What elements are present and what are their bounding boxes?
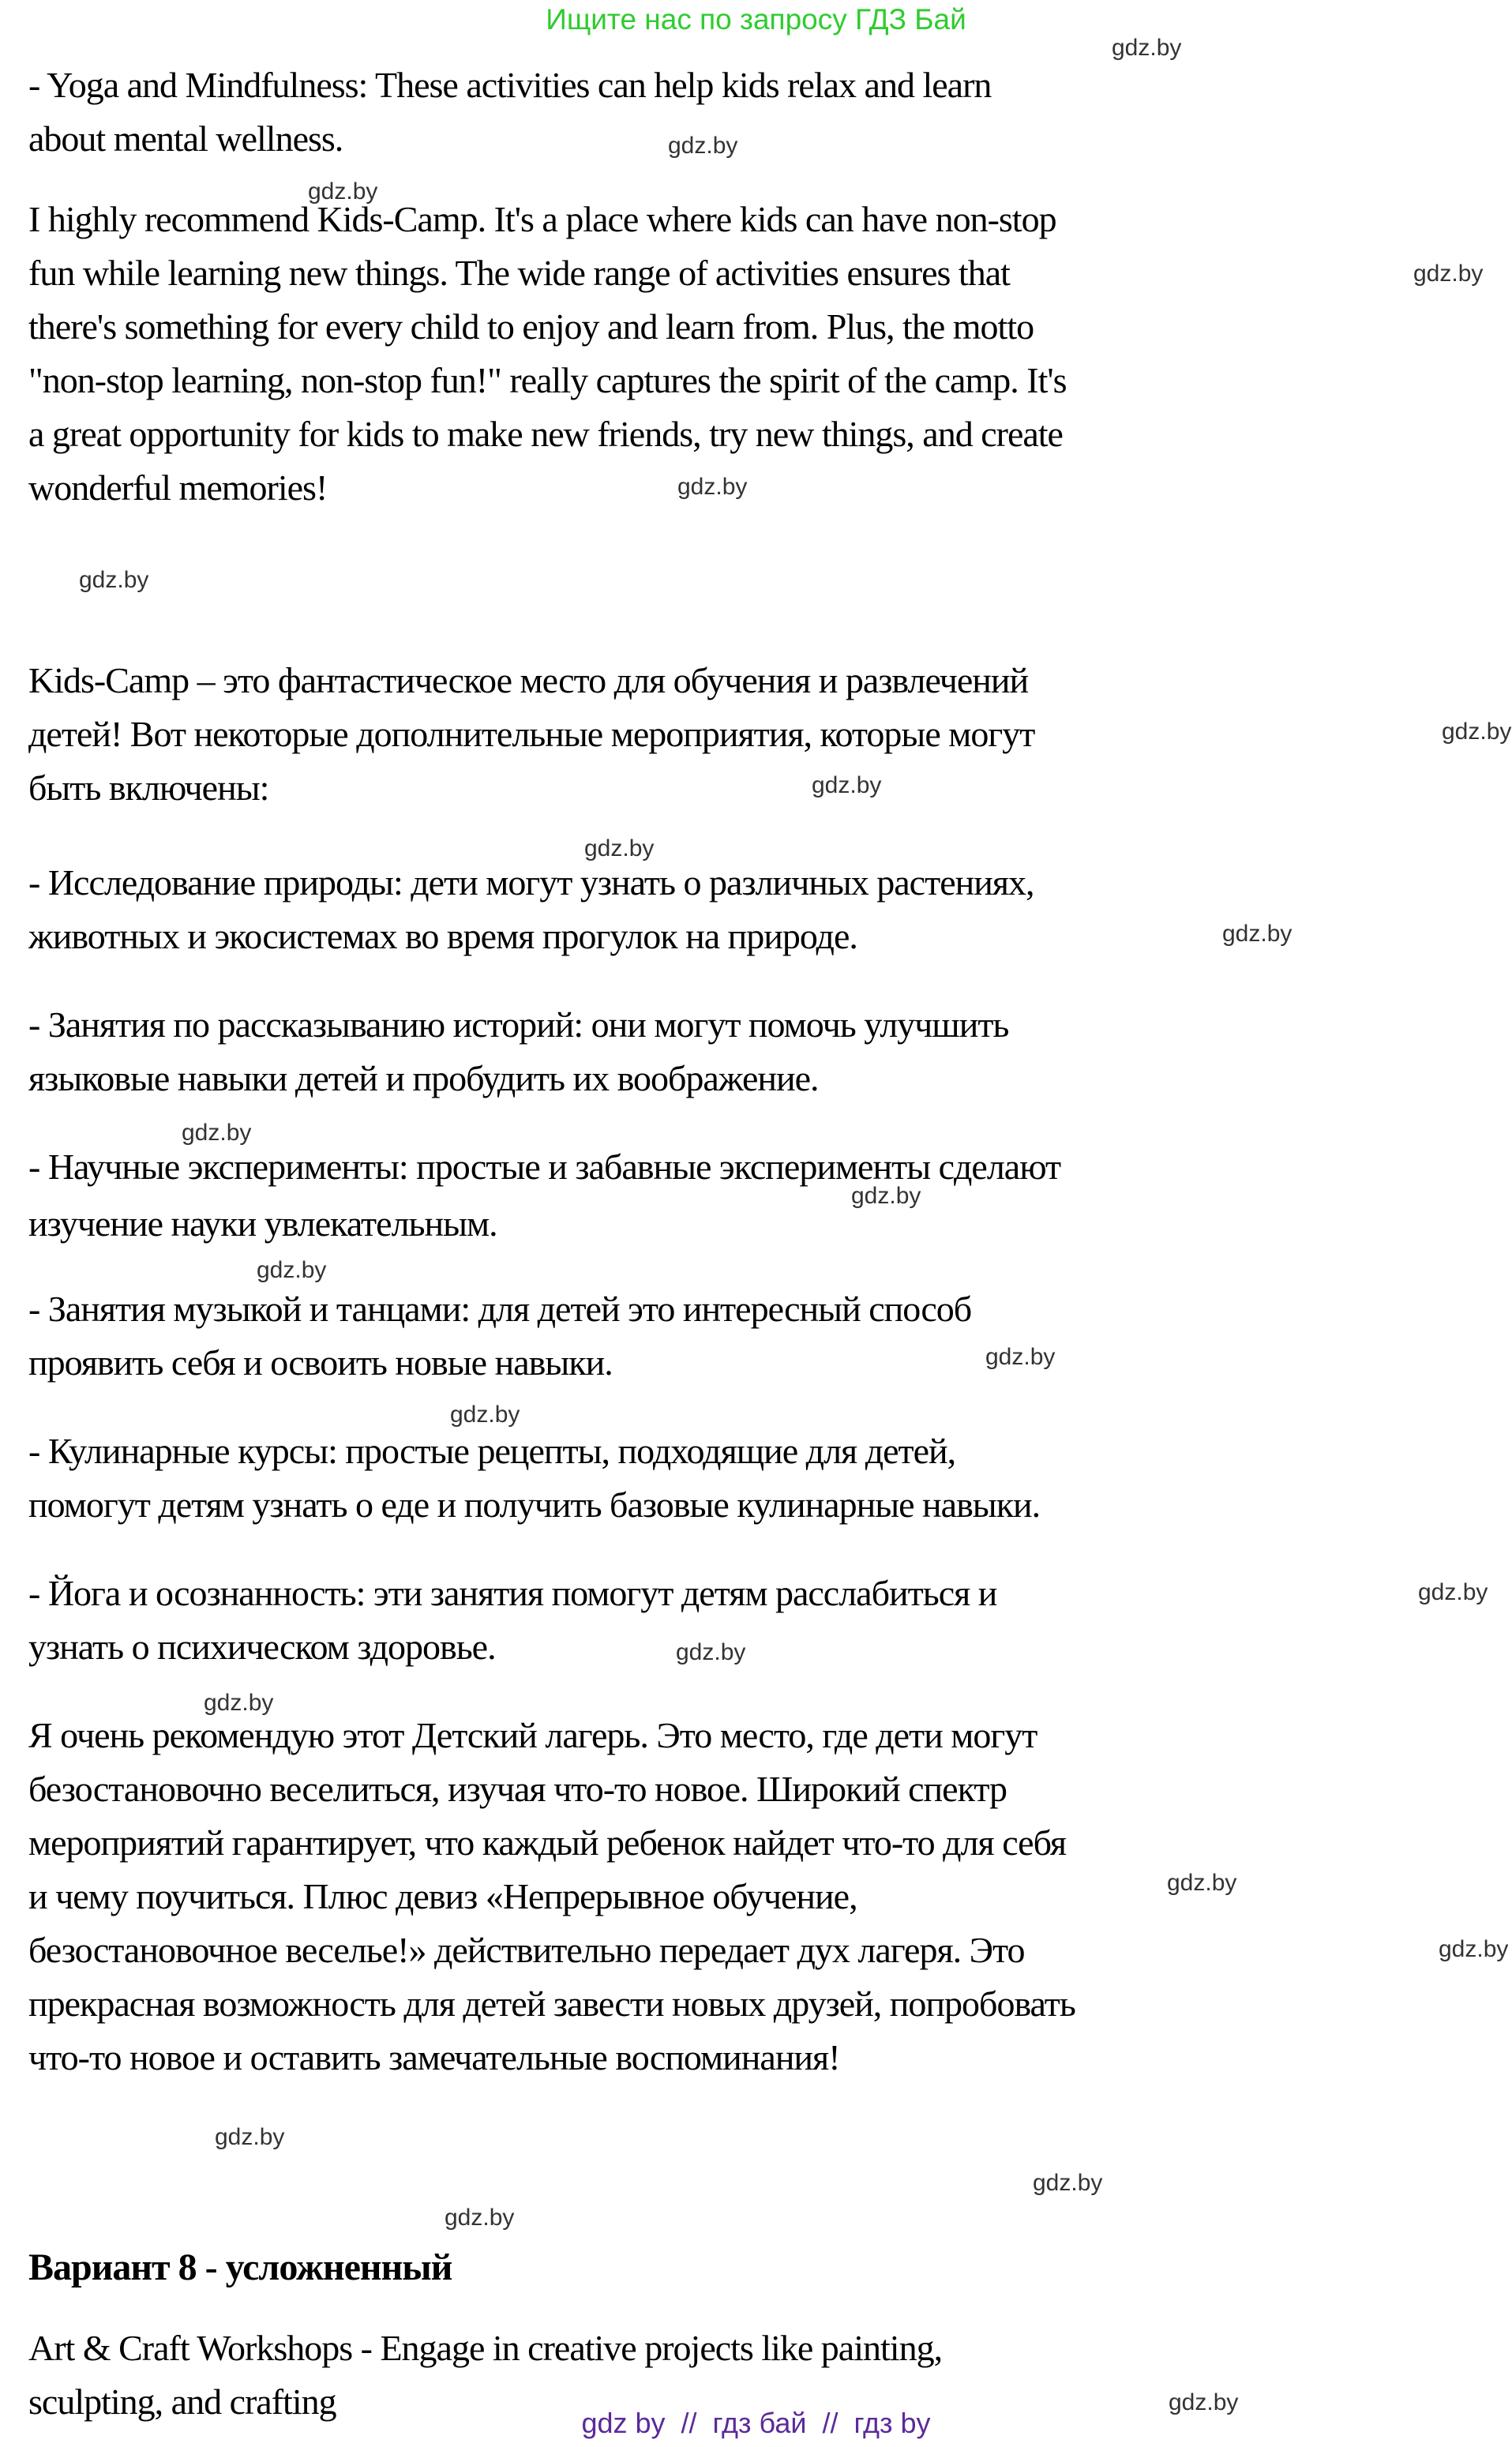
watermark-gdz: gdz.by [450, 1402, 520, 1428]
text-line: помогут детям узнать о еде и получить базовые кулинарные навыки. [28, 1484, 1041, 1525]
text-line: изучение науки увлекательным. [28, 1203, 497, 1244]
watermark-gdz: gdz.by [308, 178, 378, 205]
text-line: языковые навыки детей и пробудить их воображение. [28, 1058, 819, 1098]
text-line: "non-stop learning, non-stop fun!" really captures the spirit of the camp. It's [28, 360, 1067, 400]
text-line: Kids-Camp – это фантастическое место для обучения и развлечений [28, 660, 1029, 700]
watermark-gdz: gdz.by [1413, 261, 1484, 287]
text-line: безостановочное веселье!» действительно передает дух лагеря. Это [28, 1930, 1025, 1970]
text-line: и чему поучиться. Плюс девиз «Непрерывное обучение, [28, 1876, 857, 1916]
watermark-gdz: gdz.by [215, 2124, 285, 2150]
watermark-gdz: gdz.by [851, 1183, 921, 1209]
text-line: - Научные эксперименты: простые и забавные эксперименты сделают [28, 1147, 1061, 1187]
text-line: проявить себя и освоить новые навыки. [28, 1342, 613, 1383]
text-line: - Yoga and Mindfulness: These activities can help kids relax and learn [28, 65, 992, 105]
watermark-gdz: gdz.by [1418, 1579, 1488, 1605]
text-line: fun while learning new things. The wide range of activities ensures that [28, 253, 1010, 293]
text-line: there's something for every child to enjoy and learn from. Plus, the motto [28, 306, 1034, 347]
text-line: Я очень рекомендую этот Детский лагерь. Это место, где дети могут [28, 1715, 1037, 1755]
text-line: прекрасная возможность для детей завести новых друзей, попробовать [28, 1983, 1075, 2024]
text-line: wonderful memories! [28, 467, 328, 508]
watermark-gdz: gdz.by [1167, 1870, 1237, 1896]
section-heading: Вариант 8 - усложненный [28, 2246, 452, 2288]
text-line: быть включены: [28, 768, 269, 808]
watermark-gdz: gdz.by [676, 1639, 746, 1665]
footer-links[interactable]: gdz by // гдз бай // гдз by [581, 2407, 931, 2439]
watermark-gdz: gdz.by [812, 772, 882, 798]
text-line: - Кулинарные курсы: простые рецепты, подходящие для детей, [28, 1431, 956, 1471]
text-line: безостановочно веселиться, изучая что-то новое. Широкий спектр [28, 1769, 1007, 1809]
text-line: Art & Craft Workshops - Engage in creative projects like painting, [28, 2328, 943, 2368]
text-line: узнать о психическом здоровье. [28, 1627, 496, 1667]
text-line: животных и экосистемах во время прогулок на природе. [28, 916, 857, 956]
watermark-gdz: gdz.by [677, 474, 748, 500]
text-line: a great opportunity for kids to make new friends, try new things, and create [28, 414, 1063, 454]
text-line: детей! Вот некоторые дополнительные мероприятия, которые могут [28, 714, 1035, 754]
watermark-gdz: gdz.by [204, 1690, 274, 1716]
watermark-gdz: gdz.by [1112, 35, 1182, 61]
watermark-gdz: gdz.by [668, 133, 738, 159]
watermark-gdz: gdz.by [1169, 2389, 1239, 2415]
watermark-gdz: gdz.by [182, 1120, 252, 1146]
text-line: sculpting, and crafting [28, 2381, 336, 2422]
watermark-gdz: gdz.by [1439, 1936, 1509, 1962]
watermark-gdz: gdz.by [1442, 719, 1512, 745]
watermark-gdz: gdz.by [584, 835, 655, 861]
text-line: - Йога и осознанность: эти занятия помогут детям расслабиться и [28, 1573, 997, 1613]
watermark-gdz: gdz.by [1222, 921, 1293, 947]
text-line: - Занятия по рассказыванию историй: они могут помочь улучшить [28, 1004, 1009, 1045]
text-line: I highly recommend Kids-Camp. It's a place where kids can have non-stop [28, 199, 1056, 239]
watermark-gdz: gdz.by [985, 1344, 1056, 1370]
promo-banner: Ищите нас по запросу ГДЗ Бай [546, 3, 966, 36]
text-line: - Занятия музыкой и танцами: для детей это интересный способ [28, 1289, 972, 1329]
watermark-gdz: gdz.by [79, 567, 149, 593]
watermark-gdz: gdz.by [257, 1257, 327, 1283]
watermark-gdz: gdz.by [445, 2205, 515, 2231]
text-line: - Исследование природы: дети могут узнать о различных растениях, [28, 862, 1034, 903]
text-line: что-то новое и оставить замечательные воспоминания! [28, 2037, 840, 2077]
text-line: about mental wellness. [28, 118, 343, 159]
watermark-gdz: gdz.by [1033, 2170, 1103, 2196]
text-line: мероприятий гарантирует, что каждый ребенок найдет что-то для себя [28, 1822, 1066, 1863]
